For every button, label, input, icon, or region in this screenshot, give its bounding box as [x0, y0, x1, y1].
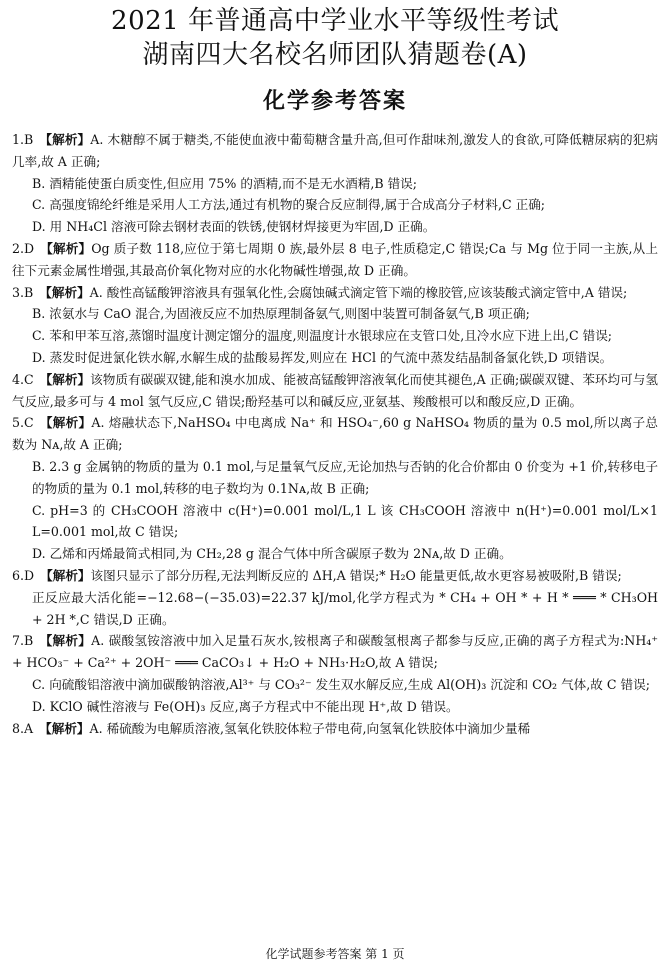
answer-option-line: B. 酒精能使蛋白质变性,但应用 75% 的酒精,而不是无水酒精,B 错误;: [32, 175, 418, 191]
answer-option-line: B. 2.3 g 金属钠的物质的量为 0.1 mol,与足量氧气反应,无论加热与否钠的化合价都由 0 价变为 +1 价,转移电子的物质的量为 0.1 mol,转移的电子数均为 0.1Nᴀ,故 B 正确;: [32, 458, 658, 496]
analysis-tag: 【解析】: [39, 284, 90, 300]
exam-series-title: 湖南四大名校名师团队猜题卷(A): [142, 40, 528, 70]
answer-item: [12, 412, 658, 456]
answer-item: [12, 369, 658, 413]
answer-item: [12, 129, 658, 173]
analysis-tag: 【解析】: [39, 720, 90, 736]
analysis-tag: 【解析】: [40, 240, 92, 256]
question-number: 8.A: [12, 720, 34, 736]
answer-item: [12, 630, 658, 674]
answer-option-line: C. pH=3 的 CH₃COOH 溶液中 c(H⁺)=0.001 mol/L,1 L 该 CH₃COOH 溶液中 n(H⁺)=0.001 mol/L×1 L=0.001 mol,故 C 错误;: [32, 502, 658, 540]
answer-text: 该图只显示了部分历程,无法判断反应的 ΔH,A 错误;* H₂O 能量更低,故水更容易被吸附,B 错误;: [90, 567, 622, 583]
question-number: 3.B: [12, 284, 34, 300]
question-number: 2.D: [12, 240, 35, 256]
page-subtitle: 化学参考答案: [262, 88, 407, 114]
question-number: 7.B: [12, 633, 34, 649]
question-number: 6.D: [12, 567, 35, 583]
answer-item: [12, 565, 658, 587]
answer-option-line: D. KClO 碱性溶液与 Fe(OH)₃ 反应,离子方程式中不能出现 H⁺,故 D 错误。: [32, 698, 459, 714]
exam-title: 2021 年普通高中学业水平等级性考试: [111, 6, 559, 36]
analysis-tag: 【解析】: [39, 633, 92, 649]
answer-list: [12, 129, 658, 739]
answer-item: [12, 238, 658, 282]
answer-text: A. 木糖醇不属于糖类,不能使血液中葡萄糖含量升高,但可作甜味剂,激发人的食欲,可降低糖尿病的犯病几率,故 A 正确;: [12, 132, 658, 169]
answer-option-line: D. 用 NH₄Cl 溶液可除去钢材表面的铁锈,使钢材焊接更为牢固,D 正确。: [32, 219, 436, 235]
answer-text: Og 质子数 118,应位于第七周期 0 族,最外层 8 电子,性质稳定,C 错误;Ca 与 Mg 位于同一主族,从上往下元素金属性增强,其最高价氧化物对应的水化物碱性增强,故 D 正确。: [12, 240, 659, 278]
answer-text: A. 熔融状态下,NaHSO₄ 中电离成 Na⁺ 和 HSO₄⁻,60 g NaHSO₄ 物质的量为 0.5 mol,所以离子总数为 Nᴀ,故 A 正确;: [12, 415, 659, 453]
answer-option-line: C. 向硫酸铝溶液中滴加碳酸钠溶液,Al³⁺ 与 CO₃²⁻ 发生双水解反应,生成 Al(OH)₃ 沉淀和 CO₂ 气体,故 C 错误;: [32, 676, 650, 692]
answer-option-line: C. 苯和甲苯互溶,蒸馏时温度计测定馏分的温度,则温度计水银球应在支管口处,且冷水应下进上出,C 错误;: [32, 328, 613, 344]
page-footer: 化学试题参考答案 第 1 页: [265, 947, 405, 961]
answer-option-line: C. 高强度锦纶纤维是采用人工方法,通过有机物的聚合反应制得,属于合成高分子材料,C 正确;: [32, 197, 546, 213]
question-number: 4.C: [12, 371, 34, 387]
answer-text: A. 稀硫酸为电解质溶液,氢氧化铁胶体粒子带电荷,向氢氧化铁胶体中滴加少量稀: [89, 720, 531, 736]
analysis-tag: 【解析】: [40, 567, 91, 583]
answer-text: 该物质有碳碳双键,能和溴水加成、能被高锰酸钾溶液氧化而使其褪色,A 正确;碳碳双键、苯环均可与氢气反应,最多可与 4 mol 氢气反应,C 错误;酚羟基可以和碱反应,亚氨基、羧酸根可以和酸反应,D 正确。: [12, 371, 658, 409]
analysis-tag: 【解析】: [39, 132, 91, 147]
question-number: 1.B: [12, 132, 34, 147]
answer-text: A. 酸性高锰酸钾溶液具有强氧化性,会腐蚀碱式滴定管下端的橡胶管,应该装酸式滴定管中,A 错误;: [89, 284, 628, 300]
analysis-tag: 【解析】: [39, 371, 91, 387]
question-number: 5.C: [12, 415, 34, 431]
answer-item: [12, 718, 658, 740]
answer-text: A. 碳酸氢铵溶液中加入足量石灰水,铵根离子和碳酸氢根离子都参与反应,正确的离子方程式为:NH₄⁺ + HCO₃⁻ + Ca²⁺ + 2OH⁻ ═══ CaCO₃↓ + H₂O + NH₃·H₂O,故 A 错误;: [12, 633, 658, 671]
analysis-tag: 【解析】: [39, 415, 92, 431]
answer-option-line: 正反应最大活化能=−12.68−(−35.03)=22.37 kJ/mol,化学方程式为 * CH₄ + OH * + H * ═══ * CH₃OH + 2H *,C 错误,D 正确。: [32, 589, 658, 627]
answer-option-line: D. 乙烯和丙烯最简式相同,为 CH₂,28 g 混合气体中所含碳原子数为 2Nᴀ,故 D 正确。: [32, 546, 512, 562]
answer-option-line: B. 浓氨水与 CaO 混合,为固液反应不加热原理制备氨气,则图中装置可制备氨气,B 项正确;: [32, 306, 530, 322]
answer-option-line: D. 蒸发时促进氯化铁水解,水解生成的盐酸易挥发,则应在 HCl 的气流中蒸发结晶制备氯化铁,D 项错误。: [32, 349, 613, 365]
answer-item: [12, 282, 658, 304]
